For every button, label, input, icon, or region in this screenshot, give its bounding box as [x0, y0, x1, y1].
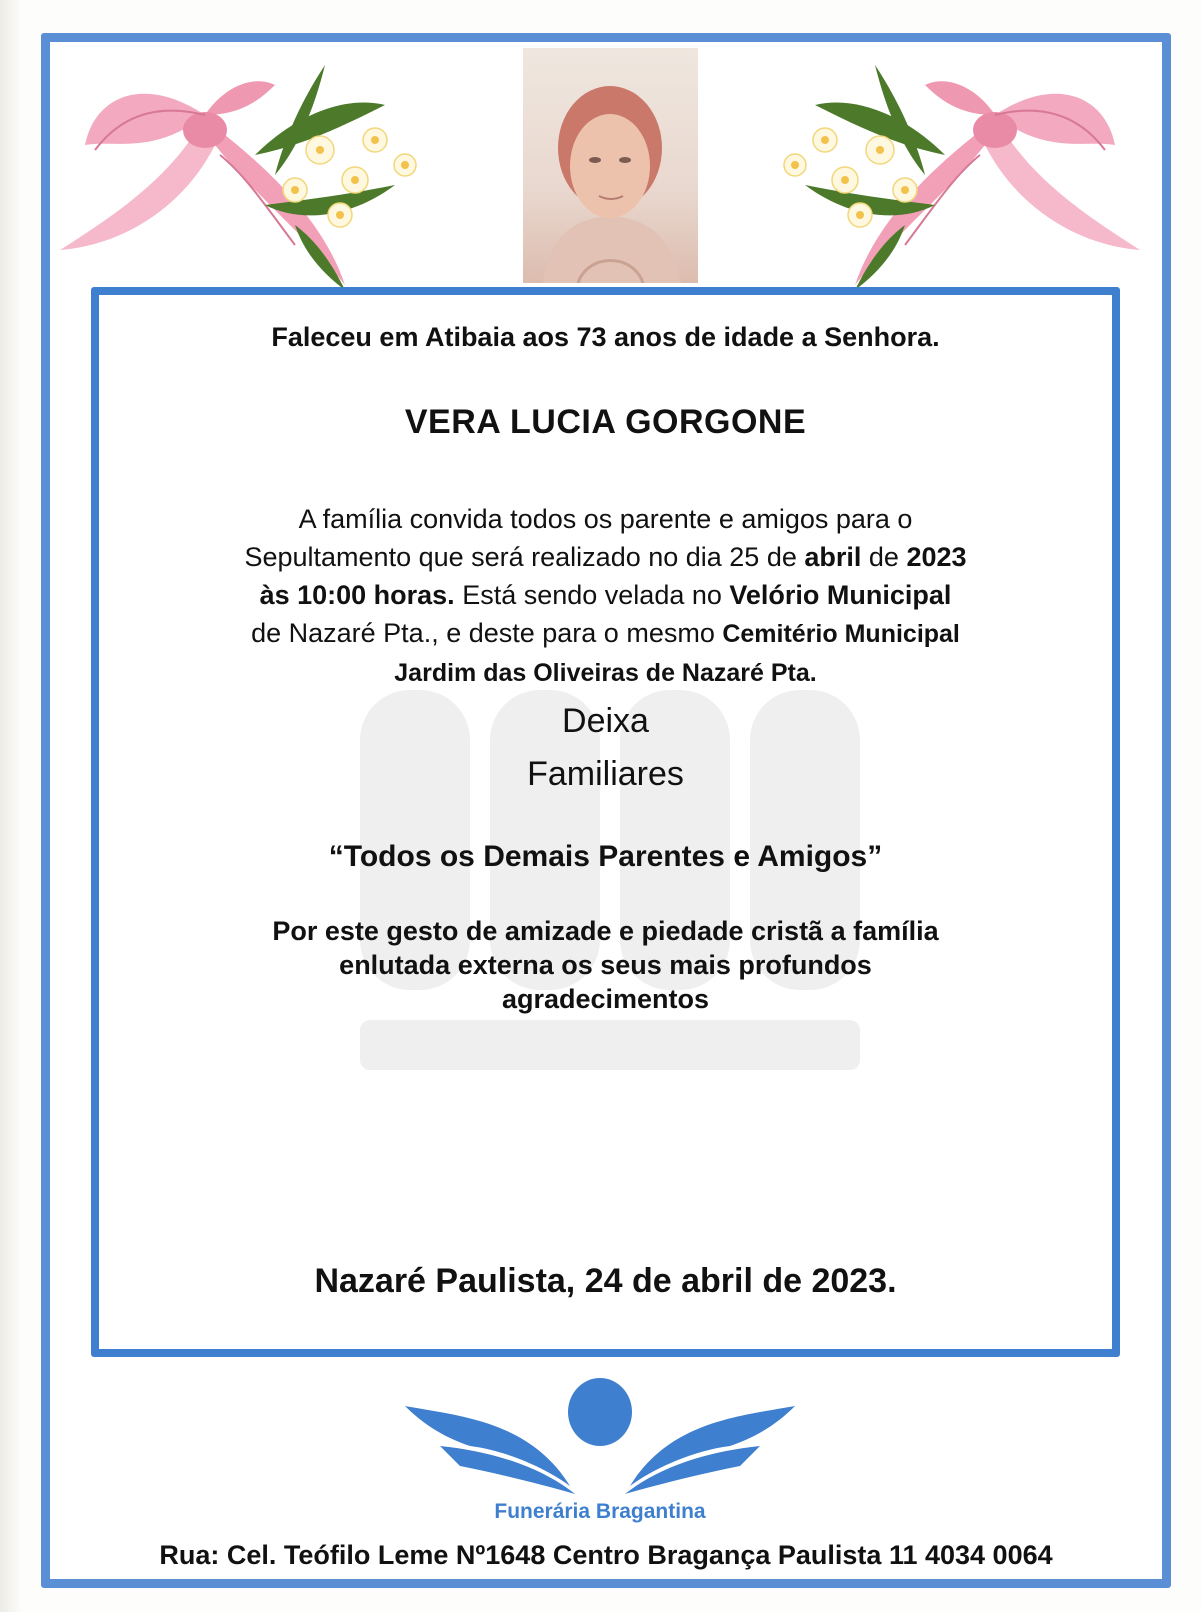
funeral-details-line: A família convida todos os parente e amigos para o: [298, 504, 913, 534]
thanks-line: enlutada externa os seus mais profundos: [339, 950, 872, 980]
thanks-message: [99, 914, 1112, 1016]
text-segment: de: [861, 542, 907, 572]
funeral-details-line: [99, 538, 1112, 576]
portrait-photo: [523, 48, 698, 283]
time-bold: às 10:00 horas.: [259, 580, 455, 610]
funeraria-logo-icon: [400, 1376, 800, 1496]
funeral-details-line: [99, 614, 1112, 653]
funeral-details-line: [99, 576, 1112, 614]
flower-bouquet-left-icon: [55, 55, 455, 300]
venue-bold: Velório Municipal: [729, 580, 952, 610]
inner-frame: [91, 287, 1120, 1357]
cemetery-name-bold: Jardim das Oliveiras de Nazaré Pta.: [394, 659, 817, 687]
relatives-quote: “Todos os Demais Parentes e Amigos”: [328, 840, 883, 873]
deceased-name: VERA LUCIA GORGONE: [404, 403, 807, 441]
funeral-home-address: Rua: Cel. Teófilo Leme Nº1648 Centro Bragança Paulista 11 4034 0064: [159, 1540, 1053, 1570]
text-segment: Sepultamento que será realizado no dia 25 de: [244, 542, 805, 572]
funeral-home-name: Funerária Bragantina: [494, 1500, 706, 1523]
flower-bouquet-right-icon: [745, 55, 1145, 300]
leaves-heading: Deixa: [562, 702, 649, 740]
death-announcement-intro: Faleceu em Atibaia aos 73 anos de idade a Senhora.: [271, 322, 940, 352]
year-bold: 2023: [906, 542, 967, 572]
month-bold: abril: [804, 542, 862, 572]
text-segment: de Nazaré Pta., e deste para o mesmo: [251, 618, 723, 648]
thanks-line: agradecimentos: [501, 984, 710, 1014]
paper-edge: [0, 0, 22, 1612]
funeral-details-line: [99, 653, 1112, 692]
cemetery-bold: Cemitério Municipal: [722, 620, 960, 648]
survivors-text: Familiares: [527, 755, 684, 793]
thanks-line: Por este gesto de amizade e piedade cristã a família: [272, 916, 939, 946]
city-date: Nazaré Paulista, 24 de abril de 2023.: [314, 1262, 897, 1300]
text-segment: Está sendo velada no: [454, 580, 730, 610]
funeral-details: [99, 500, 1112, 692]
